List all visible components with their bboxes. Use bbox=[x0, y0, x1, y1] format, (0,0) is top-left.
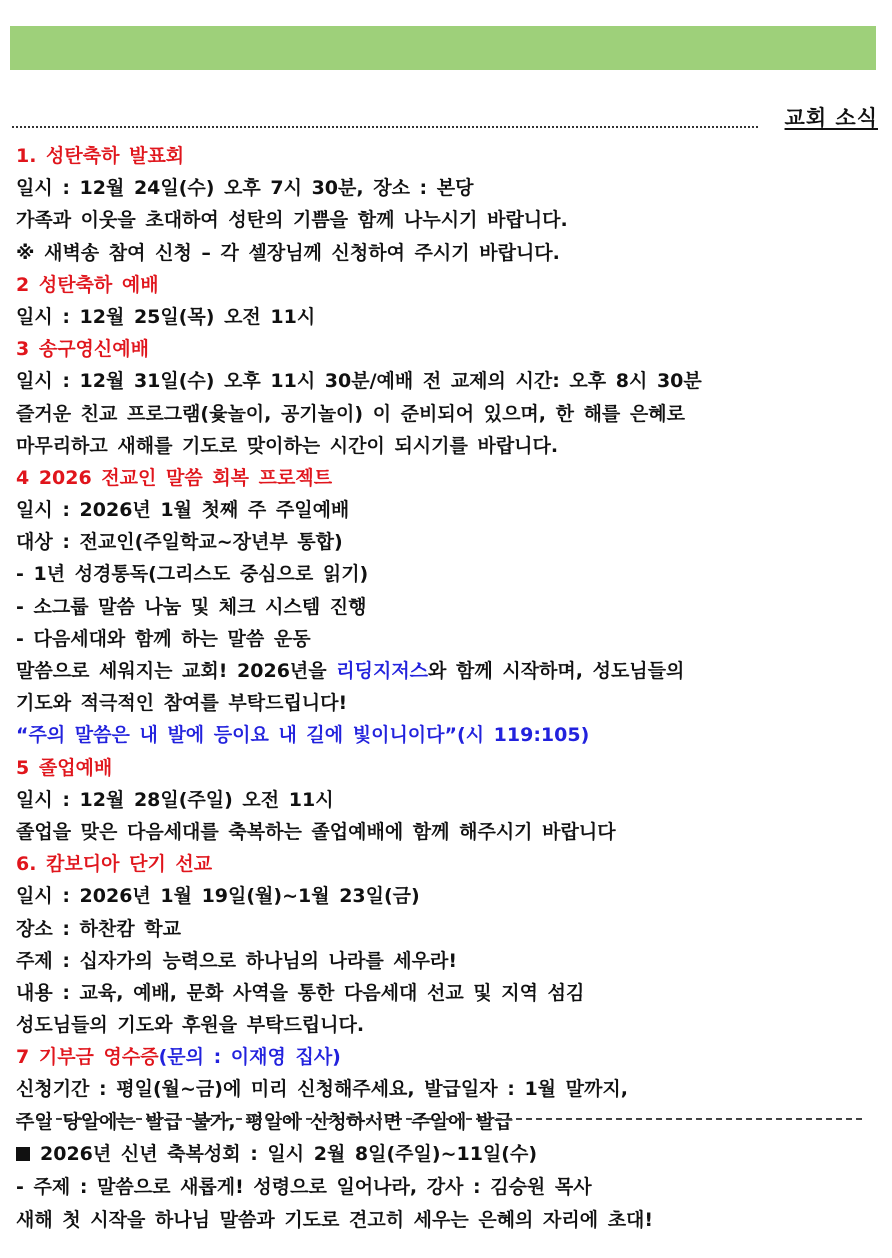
news-content bbox=[16, 140, 880, 1138]
item-4-line: 기도와 적극적인 참여를 부탁드립니다! bbox=[16, 692, 348, 715]
item-6-line: 일시 : 2026년 1월 19일(월)~1월 23일(금) bbox=[16, 885, 420, 908]
item-3-heading: 3 송구영신예배 bbox=[16, 338, 149, 361]
item-4-line: - 소그룹 말씀 나눔 및 체크 시스템 진행 bbox=[16, 595, 367, 618]
reading-jesus-name: 리딩지저스 bbox=[336, 660, 429, 682]
item-6-line: 주제 : 십자가의 능력으로 하나님의 나라를 세우라! bbox=[16, 949, 458, 972]
item-4-text: 말씀으로 세워지는 교회! 2026년을 bbox=[16, 660, 337, 682]
item-1-line: 가족과 이웃을 초대하여 성탄의 기쁨을 함께 나누시기 바랍니다. bbox=[16, 209, 568, 232]
item-1-line: ※ 새벽송 참여 신청 – 각 셀장님께 신청하여 주시기 바랍니다. bbox=[16, 241, 560, 264]
dashed-divider bbox=[16, 1118, 862, 1120]
item-7-contact: (문의 : 이재영 집사) bbox=[158, 1046, 341, 1069]
item-4-line bbox=[16, 655, 880, 687]
item-7-line: 신청기간 : 평일(월~금)에 미리 신청해주세요, 발급일자 : 1월 말까지, bbox=[16, 1078, 628, 1101]
item-6-line: 내용 : 교육, 예배, 문화 사역을 통한 다음세대 선교 및 지역 섬김 bbox=[16, 981, 585, 1004]
item-4-text: 와 함께 시작하며, 성도님들의 bbox=[428, 660, 685, 682]
bible-verse bbox=[16, 719, 880, 751]
item-6-line: 장소 : 하찬캄 학교 bbox=[16, 917, 181, 940]
item-5-line: 일시 : 12월 28일(주일) 오전 11시 bbox=[16, 788, 334, 811]
item-4-line: - 다음세대와 함께 하는 말씀 운동 bbox=[16, 627, 311, 650]
page-title: 교회 소식 bbox=[784, 106, 878, 130]
item-3-line: 일시 : 12월 31일(수) 오후 11시 30분/예배 전 교제의 시간: 오후 8시 30분 bbox=[16, 370, 702, 393]
item-1-heading: 1. 성탄축하 발표회 bbox=[16, 145, 185, 167]
item-2-heading: 2 성탄축하 예배 bbox=[16, 273, 159, 296]
black-square-icon bbox=[16, 1147, 30, 1161]
top-color-bar bbox=[10, 26, 876, 70]
item-4-line: 일시 : 2026년 1월 첫째 주 주일예배 bbox=[16, 499, 350, 522]
section-header bbox=[12, 100, 878, 132]
dotted-rule bbox=[12, 126, 758, 128]
item-4-line: 대상 : 전교인(주일학교~장년부 통합) bbox=[16, 531, 343, 554]
revival-line: - 주제 : 말씀으로 새롭게! 성령으로 일어나라, 강사 : 김승원 목사 bbox=[16, 1176, 592, 1198]
item-6-heading: 6. 캄보디아 단기 선교 bbox=[16, 853, 213, 876]
item-7-line: 주일 당일에는 발급 불가, 평일에 신청하시면 주일에 발급 bbox=[16, 1110, 513, 1133]
item-4-heading: 4 2026 전교인 말씀 회복 프로젝트 bbox=[16, 466, 333, 489]
item-5-line: 졸업을 맞은 다음세대를 축복하는 졸업예배에 함께 해주시기 바랍니다 bbox=[16, 820, 616, 843]
item-7-heading-row bbox=[16, 1041, 880, 1073]
item-2-line: 일시 : 12월 25일(목) 오전 11시 bbox=[16, 305, 316, 328]
item-1-line: 일시 : 12월 24일(수) 오후 7시 30분, 장소 : 본당 bbox=[16, 177, 474, 200]
revival-title-row bbox=[16, 1138, 880, 1171]
item-7-heading: 7 기부금 영수증 bbox=[16, 1046, 159, 1069]
item-3-line: 마무리하고 새해를 기도로 맞이하는 시간이 되시기를 바랍니다. bbox=[16, 434, 559, 457]
item-6-line: 성도님들의 기도와 후원을 부탁드립니다. bbox=[16, 1014, 365, 1037]
item-5-heading: 5 졸업예배 bbox=[16, 756, 113, 779]
revival-line: 새해 첫 시작을 하나님 말씀과 기도로 견고히 세우는 은혜의 자리에 초대! bbox=[16, 1209, 654, 1231]
revival-title: 2026년 신년 축복성회 : 일시 2월 8일(주일)~11일(수) bbox=[40, 1143, 538, 1165]
item-4-line: - 1년 성경통독(그리스도 중심으로 읽기) bbox=[16, 563, 369, 586]
revival-announcement bbox=[16, 1138, 880, 1237]
verse-text: “주의 말씀은 내 발에 등이요 내 길에 빛이니이다” bbox=[16, 724, 458, 747]
verse-reference: (시 119:105) bbox=[457, 724, 590, 747]
item-3-line: 즐거운 친교 프로그램(윷놀이, 공기놀이) 이 준비되어 있으며, 한 해를 은혜로 bbox=[16, 402, 685, 425]
